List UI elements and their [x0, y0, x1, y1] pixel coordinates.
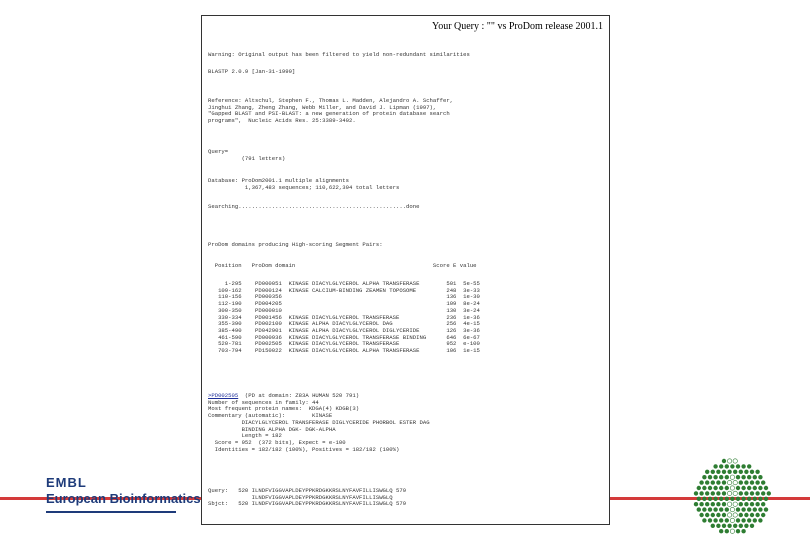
alignment-block: Query: 520 ILNDFVIGGVAPLDEYPPKRDGKKRSLNYFAVFILLISWGLQ 579 ILNDFVIGGVAPLDEYPPKRDGKKRSLNYFAVFILLISWGLQ Sbjct: 520 ILNDFVIGGVAPLDEYPPKRDGKKRSLNYFAVFILLISWGLQ 579 [208, 487, 407, 508]
table-row: 520-781 PD002505 KINASE DIACYLGLYCEROL TRANSFERASE 952 e-100 [208, 340, 480, 348]
query-title: Your Query : "" vs ProDom release 2001.1 [431, 21, 603, 32]
warning-text: Warning: Original output has been filtered to yield non-redundant similarities [208, 51, 470, 58]
domain-detail-block: >PD002505 (PD at domain: Z83A HUMAN 520 791) Number of sequences in family: 44 Most frequent protein names: KDGA(4) KDGB(3) Commentary (automatic): KINASE DIACYLGLYCEROL TRANSFERASE DIGLYCERIDE PHORBOL ESTER DAG BINDING ALPHA DGK- DGK-ALPHA Length = 182 Score = 952 (372 bits), Expect = e-100 Identities = 182/182 (100%), Positives = 182/182 (100%) [208, 392, 430, 453]
table-row: 703-794 PD150022 KINASE DIACYLGLYCEROL ALPHA TRANSFERASE 106 1e-15 [208, 347, 480, 355]
reference-block: Reference: Altschul, Stephen F., Thomas L. Madden, Alejandro A. Schaffer, Jinghui Zhang, Zheng Zhang, Webb Miller, and David J. Lipman (1997), "Gapped BLAST and PSI-BLAST: a new generation of protein database search programs", Nucleic Acids Res. 25:3389-3402. [208, 97, 454, 125]
table-row: 1-295 PD000051 KINASE DIACYLGLYCEROL ALPHA TRANSFERASE 501 5e-55 [208, 280, 480, 287]
blast-output-document [201, 15, 610, 525]
blastp-version: BLASTP 2.0.9 [Jan-31-1999] [208, 68, 296, 75]
table-row: 110-156 PD000356 136 1e-30 [208, 293, 480, 301]
database-info: Database: ProDom2001.1 multiple alignments 1,367,483 sequences; 110,622,394 total letters [208, 177, 400, 191]
table-row: 112-190 PD004205 109 8e-24 [208, 300, 480, 308]
hsp-heading: ProDom domains producing High-scoring Segment Pairs: [208, 241, 383, 248]
results-table-header: Position ProDom domain Score E value [208, 262, 477, 269]
embl-ebi-logo [46, 475, 201, 506]
table-row: 330-334 PD001456 KINASE DIACYLGLYCEROL TRANSFERASE 236 1e-36 [208, 313, 480, 321]
embl-ebi-crest-icon [690, 455, 774, 539]
table-row: 355-390 PD002100 KINASE ALPHA DIACYLGLYCEROL DAG 256 4e-15 [208, 320, 480, 328]
query-info: Query= (791 letters) [208, 148, 286, 162]
logo-line-ebi: European Bioinformatics [46, 491, 201, 506]
searching-status: Searching..................................................done [208, 203, 420, 210]
results-table [208, 281, 480, 355]
table-row: 461-590 PD000936 KINASE DIACYLGLYCEROL TRANSFERASE BINDING 646 6e-67 [208, 333, 480, 341]
logo-underline [46, 511, 176, 513]
table-row: 109-162 PD000124 KINASE CALCIUM-BINDING ZEAMEN TOPOSOME 248 3e-33 [208, 286, 480, 294]
domain-link[interactable]: >PD002505 [208, 392, 239, 399]
table-row: 300-350 PD000010 130 3e-24 [208, 306, 480, 314]
table-row: 385-490 PD042901 KINASE ALPHA DIACYLGLYCEROL DIGLYCERIDE 126 3e-36 [208, 326, 480, 334]
domain-detail-line-0: (PD at domain: Z83A HUMAN 520 791) [238, 392, 360, 399]
logo-line-embl: EMBL [46, 475, 87, 490]
